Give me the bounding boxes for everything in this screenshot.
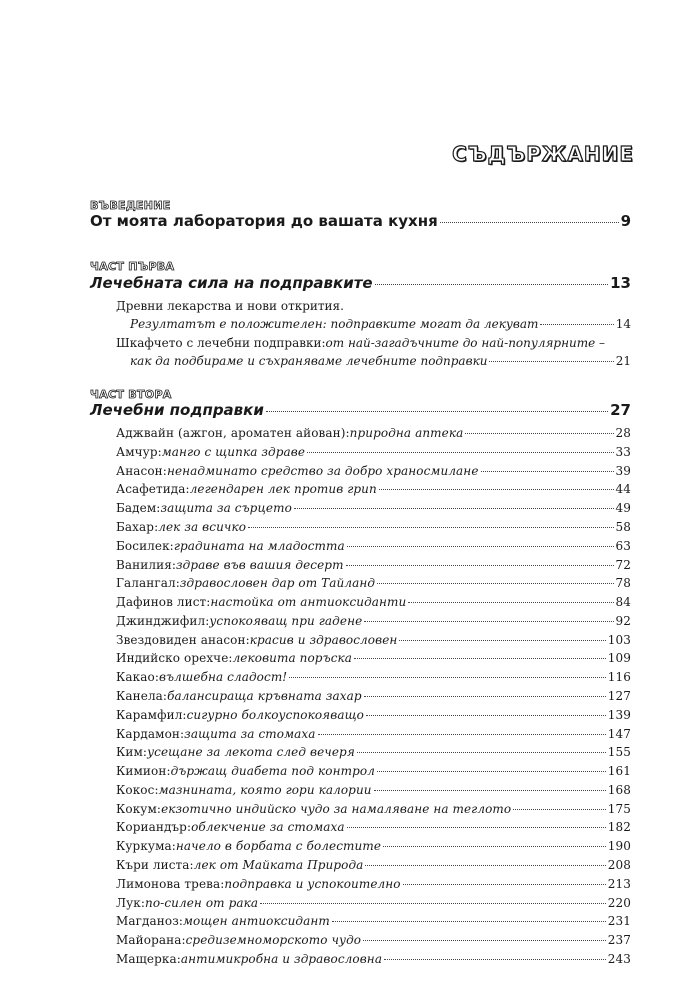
dot-leader <box>383 846 606 847</box>
dot-leader <box>364 696 606 697</box>
page-number: 58 <box>615 519 631 534</box>
spice-description: манго с щипка здраве <box>161 444 306 459</box>
page-number: 92 <box>615 613 631 628</box>
dot-leader <box>513 809 606 810</box>
dot-leader <box>384 959 606 960</box>
toc-entry-intro[interactable] <box>90 212 631 230</box>
spice-name: Бахар: <box>116 519 159 534</box>
spice-name: Карамфил: <box>116 707 187 722</box>
toc-subentry[interactable] <box>116 783 631 797</box>
spice-description: екзотично индийско чудо за намаляване на теглото <box>161 801 512 816</box>
dot-leader <box>363 940 606 941</box>
toc-subentry[interactable] <box>116 520 631 534</box>
spice-name: Бадем: <box>116 501 161 516</box>
dot-leader <box>294 508 614 509</box>
dot-leader <box>379 489 614 490</box>
part2-label: ЧАСТ ВТОРА <box>90 388 172 401</box>
spice-description: облекчение за стомаха <box>191 820 345 835</box>
entry-title: Лечебни подправки <box>90 401 264 419</box>
page-number: 147 <box>607 726 631 741</box>
spice-description: градината на младостта <box>173 538 345 553</box>
page-number: 28 <box>615 426 631 440</box>
dot-leader <box>399 640 605 641</box>
spice-name: Анасон: <box>116 463 167 478</box>
dot-leader <box>365 865 605 866</box>
dot-leader <box>248 527 613 528</box>
spice-name: Дафинов лист: <box>116 595 211 609</box>
spice-name: Индийско орехче: <box>116 651 233 666</box>
spice-name: Галангал: <box>116 576 180 591</box>
entry-title: Лечебната сила на подправките <box>90 274 373 292</box>
spice-name: Мащерка: <box>116 951 181 966</box>
dot-leader <box>357 752 606 753</box>
dot-leader <box>481 471 614 472</box>
dot-leader <box>347 546 614 547</box>
dot-leader <box>374 790 606 791</box>
spice-description: защита за сърцето <box>160 501 292 516</box>
toc-subentry[interactable] <box>116 482 631 496</box>
dot-leader <box>260 903 606 904</box>
dot-leader <box>266 411 608 412</box>
toc-entry-part1[interactable] <box>90 274 631 292</box>
page-number: 14 <box>615 317 631 331</box>
dot-leader <box>403 884 606 885</box>
dot-leader <box>408 602 613 603</box>
spice-name: Какао: <box>116 670 159 685</box>
dot-leader <box>347 827 606 828</box>
page-number: 109 <box>607 651 631 666</box>
entry-title: От моята лаборатория до вашата кухня <box>90 212 438 230</box>
dot-leader <box>377 583 613 584</box>
spice-name: Канела: <box>116 688 168 703</box>
page-number: 9 <box>620 212 631 230</box>
spice-description: красив и здравословен <box>249 632 398 647</box>
toc-subentry[interactable] <box>116 595 631 609</box>
page-number: 213 <box>607 876 631 891</box>
spice-name: Магданоз: <box>116 914 183 929</box>
page-number: 103 <box>607 632 631 647</box>
spice-description: здравословен дар от Тайланд <box>179 576 376 591</box>
toc-subentry[interactable] <box>116 426 631 440</box>
page-number: 27 <box>610 401 631 419</box>
spice-name: Ванилия: <box>116 557 177 572</box>
spice-description: подправка и успокоително <box>224 876 401 891</box>
page-number: 72 <box>615 557 631 572</box>
spice-name: Къри листа: <box>116 857 194 872</box>
page-number: 155 <box>607 745 631 760</box>
dot-leader <box>364 621 613 622</box>
page-number: 175 <box>607 801 631 816</box>
spice-description: защита за стомаха <box>184 726 316 741</box>
toc-subentry[interactable] <box>116 614 631 628</box>
part1-label: ЧАСТ ПЪРВА <box>90 260 175 273</box>
toc-subentry[interactable] <box>116 877 631 891</box>
toc-entry-part2[interactable] <box>90 401 631 419</box>
toc-subentry-line: Шкафчето с лечебни подправки: от най-загадъчните до най-популярните – <box>116 336 606 350</box>
spice-description: легендарен лек против грип <box>189 482 377 497</box>
page-number: 161 <box>607 764 631 778</box>
toc-subentry[interactable] <box>116 464 631 478</box>
page-number: 237 <box>607 933 631 948</box>
toc-subentry-line: Древни лекарства и нови открития. <box>116 299 344 313</box>
spice-name: Кокос: <box>116 782 159 797</box>
toc-subentry[interactable] <box>116 896 631 910</box>
spice-description: успокояващ при гадене <box>209 613 363 628</box>
dot-leader <box>366 715 606 716</box>
spice-description: здраве във вашия десерт <box>176 557 344 572</box>
page-number: 33 <box>615 444 631 459</box>
entry-title: Резултатът е положителен: подправките могат да лекуват <box>130 317 539 331</box>
dot-leader <box>375 284 609 285</box>
page-number: 231 <box>607 914 631 929</box>
spice-name: Кориандър: <box>116 820 192 835</box>
spice-description: лек за всичко <box>158 519 247 534</box>
dot-leader <box>307 452 613 453</box>
toc-subentry[interactable] <box>116 820 631 834</box>
toc-subentry[interactable] <box>116 914 631 928</box>
spice-name: Кардамон: <box>116 726 185 741</box>
page-number: 139 <box>607 707 631 722</box>
page-number: 13 <box>610 274 631 292</box>
toc-subentry[interactable] <box>130 354 631 368</box>
spice-name: Аджвайн (ажгон, ароматен айован): <box>116 426 350 440</box>
spice-description: природна аптека <box>349 426 464 440</box>
toc-subentry[interactable] <box>116 745 631 759</box>
toc-subentry[interactable] <box>116 689 631 703</box>
toc-subentry[interactable] <box>116 952 631 966</box>
spice-name: Амчур: <box>116 444 162 459</box>
dot-leader <box>332 921 606 922</box>
toc-subentry[interactable] <box>130 317 631 331</box>
spice-description: сигурно болкоуспокояващо <box>186 707 365 722</box>
dot-leader <box>289 677 606 678</box>
toc-subentry[interactable] <box>116 576 631 590</box>
toc-subentry[interactable] <box>116 708 631 722</box>
spice-description: мазнината, която гори калории <box>158 782 372 797</box>
spice-description: начело в борбата с болестите <box>175 839 382 854</box>
toc-subentry[interactable] <box>116 539 631 553</box>
dot-leader <box>377 771 606 772</box>
dot-leader <box>354 658 606 659</box>
toc-subentry[interactable] <box>116 558 631 572</box>
page-number: 220 <box>607 895 631 910</box>
page-number: 190 <box>607 839 631 854</box>
spice-description: мощен антиоксидант <box>182 914 330 929</box>
page-number: 49 <box>615 501 631 516</box>
page-number: 21 <box>615 354 631 368</box>
dot-leader <box>540 324 613 325</box>
spice-name: Звездовиден анасон: <box>116 632 250 647</box>
spice-description: вълшебна сладост! <box>158 670 288 685</box>
toc-subentry[interactable] <box>116 933 631 947</box>
spice-name: Лук: <box>116 895 146 910</box>
spice-name: Кокум: <box>116 801 162 816</box>
spice-name: Кимион: <box>116 764 171 778</box>
page-number: 44 <box>615 482 631 497</box>
page-number: 116 <box>607 670 631 685</box>
dot-leader <box>346 565 614 566</box>
spice-description: ненадминато средство за добро храносмилане <box>166 463 479 478</box>
spice-name: Лимонова трева: <box>116 876 225 891</box>
spice-name: Майорана: <box>116 933 186 948</box>
toc-subentry[interactable] <box>116 727 631 741</box>
spice-description: настойка от антиоксиданти <box>210 595 407 609</box>
toc-subentry[interactable] <box>116 501 631 515</box>
page-number: 39 <box>615 463 631 478</box>
spice-description: антимикробна и здравословна <box>180 951 383 966</box>
toc-subentry[interactable] <box>116 839 631 853</box>
dot-leader <box>440 222 619 223</box>
spice-name: Куркума: <box>116 839 176 854</box>
toc-subentry[interactable] <box>116 802 631 816</box>
spice-description: средиземноморското чудо <box>185 933 362 948</box>
spice-name: Ким: <box>116 745 148 760</box>
toc-subentry[interactable] <box>116 858 631 872</box>
page-number: 127 <box>607 688 631 703</box>
page-title: СЪДЪРЖАНИЕ <box>452 142 634 166</box>
page-number: 63 <box>615 538 631 553</box>
page-number: 208 <box>607 857 631 872</box>
spice-name: Асафетида: <box>116 482 190 497</box>
entry-title: как да подбираме и съхраняваме лечебните подправки <box>130 354 488 368</box>
toc-subentry[interactable] <box>116 670 631 684</box>
intro-label: ВЪВЕДЕНИЕ <box>90 199 171 212</box>
page-number: 168 <box>607 782 631 797</box>
toc-subentry[interactable] <box>116 445 631 459</box>
dot-leader <box>318 734 606 735</box>
dot-leader <box>489 361 613 362</box>
page-number: 243 <box>607 951 631 966</box>
page-number: 182 <box>607 820 631 835</box>
spice-description: по-силен от рака <box>145 895 259 910</box>
spice-description: лек от Майката Природа <box>193 857 364 872</box>
spice-description: балансираща кръвната захар <box>167 688 362 703</box>
page-number: 84 <box>615 595 631 609</box>
spice-description: държащ диабета под контрол <box>170 764 375 778</box>
toc-subentry[interactable] <box>116 764 631 778</box>
spice-name: Босилек: <box>116 538 174 553</box>
dot-leader <box>465 433 613 434</box>
page-number: 78 <box>615 576 631 591</box>
toc-subentry[interactable] <box>116 651 631 665</box>
spice-name: Джинджифил: <box>116 613 210 628</box>
spice-description: усещане за лекота след вечеря <box>147 745 355 760</box>
toc-subentry[interactable] <box>116 633 631 647</box>
spice-description: лековита поръска <box>232 651 353 666</box>
